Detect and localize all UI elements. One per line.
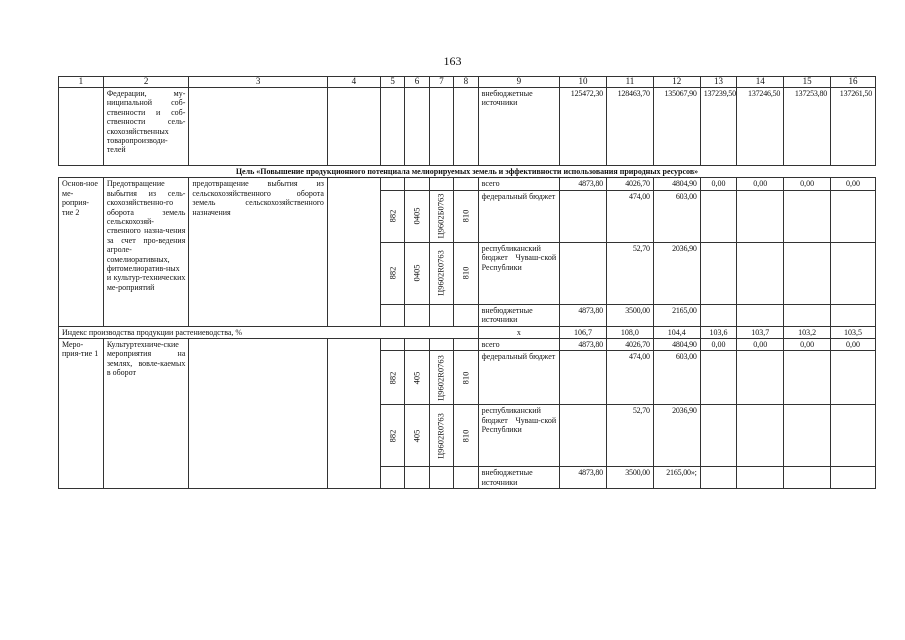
value-cell (560, 351, 607, 405)
value-cell: 104,4 (653, 326, 700, 338)
event2-goal: предотвращение выбытия из сельскохозяйственного оборота земель сельскохозяйственного назначения (189, 178, 328, 326)
value-cell: 3500,00 (606, 467, 653, 489)
column-header: 11 (606, 77, 653, 88)
code-cell: Ц9602R0763 (429, 242, 453, 304)
value-cell: 52,70 (606, 405, 653, 467)
value-cell: 125472,30 (560, 88, 607, 166)
value-cell: 0,00 (737, 339, 784, 351)
value-cell: 135067,90 (653, 88, 700, 166)
value-cell: 474,00 (606, 351, 653, 405)
funding-source: всего (478, 178, 559, 190)
column-header: 9 (478, 77, 559, 88)
value-cell: 0,00 (784, 178, 831, 190)
value-cell: 474,00 (606, 190, 653, 242)
value-cell: 4873,80 (560, 467, 607, 489)
funding-source: федеральный бюджет (478, 190, 559, 242)
page-number: 163 (443, 54, 462, 68)
value-cell: 4804,90 (653, 178, 700, 190)
value-cell: 4026,70 (606, 339, 653, 351)
value-cell: 52,70 (606, 242, 653, 304)
column-number-row (59, 77, 876, 88)
code-cell: 882 (380, 242, 404, 304)
value-cell: 103,2 (784, 326, 831, 338)
column-header: 10 (560, 77, 607, 88)
value-cell: 2036,90 (653, 405, 700, 467)
code-cell: 405 (405, 351, 429, 405)
event1-type: Меро-прия-тие 1 (59, 339, 104, 489)
column-header: 2 (103, 77, 189, 88)
continuation-row (59, 88, 876, 166)
funding-source: республиканский бюджет Чуваш-ской Республики (478, 405, 559, 467)
code-cell: 405 (405, 405, 429, 467)
event2-total-row (59, 178, 876, 190)
column-header: 8 (454, 77, 478, 88)
code-cell: 810 (454, 351, 478, 405)
value-cell (560, 190, 607, 242)
value-cell: 4026,70 (606, 178, 653, 190)
value-cell (560, 405, 607, 467)
value-cell: 0,00 (737, 178, 784, 190)
value-cell: 2165,00 (653, 304, 700, 326)
column-header: 3 (189, 77, 328, 88)
column-header: 4 (327, 77, 380, 88)
funding-source: х (478, 326, 559, 338)
code-cell: 0405 (405, 242, 429, 304)
code-cell: Ц9602R0763 (429, 351, 453, 405)
column-header: 16 (831, 77, 876, 88)
goal-row (59, 166, 876, 178)
event2-type: Основ-ное ме-роприя-тие 2 (59, 178, 104, 326)
funding-source: внебюджетные источники (478, 467, 559, 489)
value-cell: 103,6 (700, 326, 737, 338)
column-header: 1 (59, 77, 104, 88)
value-cell: 4804,90 (653, 339, 700, 351)
budget-table (58, 76, 876, 489)
index-label: Индекс производства продукции растениеводства, % (59, 326, 479, 338)
funding-source: республиканский бюджет Чуваш-ской Республики (478, 242, 559, 304)
continuation-description: Федерации, му-ниципальной соб-ственности и соб-ственности сель-скохозяйственных товаропроизводи-телей (103, 88, 189, 166)
column-header: 5 (380, 77, 404, 88)
value-cell: 137261,50 (831, 88, 876, 166)
value-cell: 3500,00 (606, 304, 653, 326)
value-cell: 137246,50 (737, 88, 784, 166)
value-cell: 108,0 (606, 326, 653, 338)
code-cell: 0405 (405, 190, 429, 242)
value-cell: 4873,80 (560, 339, 607, 351)
value-cell: 4873,80 (560, 178, 607, 190)
column-header: 7 (429, 77, 453, 88)
funding-source: всего (478, 339, 559, 351)
event2-name: Предотвращение выбытия из сель-скохозяйственно-го оборота земель сельскохозяй-ственного назна-чения за счет про-ведения агроле-сомелиоративных, фитомелиоратив-ных и культур-технических ме-роприятий (103, 178, 189, 326)
funding-source: внебюджетные источники (478, 88, 559, 166)
index-row (59, 326, 876, 338)
value-cell: 2036,90 (653, 242, 700, 304)
value-cell (560, 242, 607, 304)
column-header: 14 (737, 77, 784, 88)
code-cell: 810 (454, 190, 478, 242)
code-cell: Ц9602R0763 (429, 405, 453, 467)
code-cell: 882 (380, 190, 404, 242)
value-cell: 0,00 (700, 339, 737, 351)
funding-source: федеральный бюджет (478, 351, 559, 405)
column-header: 12 (653, 77, 700, 88)
column-header: 6 (405, 77, 429, 88)
column-header: 15 (784, 77, 831, 88)
value-cell: 106,7 (560, 326, 607, 338)
value-cell: 0,00 (831, 178, 876, 190)
value-cell: 2165,00»; (653, 467, 700, 489)
code-cell: 882 (380, 405, 404, 467)
value-cell: 137253,80 (784, 88, 831, 166)
code-cell: Ц9602Б0763 (429, 190, 453, 242)
goal-title: Цель «Повышение продукционного потенциала мелиорируемых земель и эффективности использования природных ресурсов» (59, 166, 876, 178)
value-cell: 4873,80 (560, 304, 607, 326)
value-cell: 0,00 (700, 178, 737, 190)
value-cell: 103,7 (737, 326, 784, 338)
funding-source: внебюджетные источники (478, 304, 559, 326)
event1-name: Культуртехниче-ские мероприятия на землях, вовле-каемых в оборот (103, 339, 189, 489)
value-cell: 603,00 (653, 351, 700, 405)
code-cell: 810 (454, 405, 478, 467)
code-cell: 882 (380, 351, 404, 405)
value-cell: 0,00 (784, 339, 831, 351)
event1-total-row (59, 339, 876, 351)
value-cell: 128463,70 (606, 88, 653, 166)
code-cell: 810 (454, 242, 478, 304)
value-cell: 137239,50 (700, 88, 737, 166)
value-cell: 0,00 (831, 339, 876, 351)
value-cell: 103,5 (831, 326, 876, 338)
value-cell: 603,00 (653, 190, 700, 242)
column-header: 13 (700, 77, 737, 88)
